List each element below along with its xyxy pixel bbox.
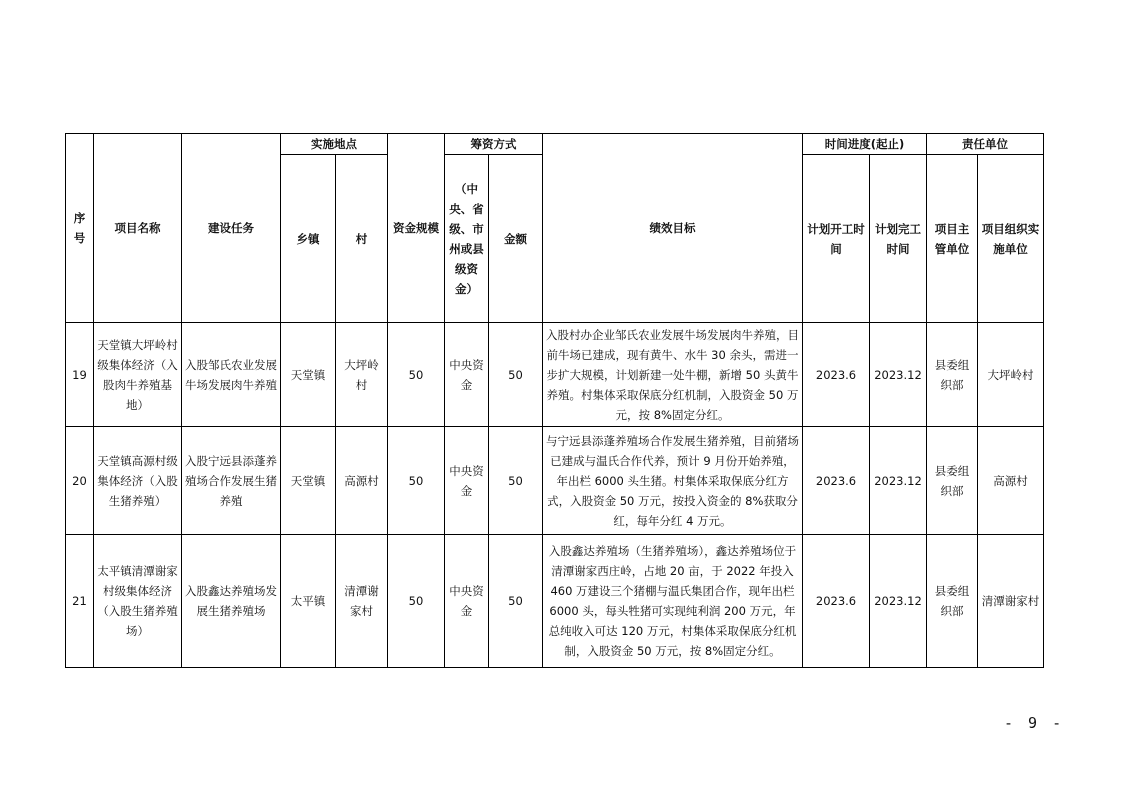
cell-implementer: 大坪岭村 <box>978 323 1044 427</box>
cell-task: 入股邹氏农业发展牛场发展肉牛养殖 <box>182 323 281 427</box>
cell-implementer: 高源村 <box>978 427 1044 535</box>
cell-scale: 50 <box>388 535 445 668</box>
cell-project-name: 天堂镇高源村级集体经济（入股生猪养殖） <box>94 427 182 535</box>
cell-source: 中央资金 <box>445 427 489 535</box>
cell-goal: 入股村办企业邹氏农业发展牛场发展肉牛养殖，目前牛场已建成，现有黄牛、水牛 30 余头，需进一步扩大规模，计划新建一处牛棚，新增 50 头黄牛养殖。村集体采取保底分红机制，入股资金 50 万元，按 8%固定分红。 <box>543 323 803 427</box>
cell-goal: 与宁远县添蓬养殖场合作发展生猪养殖，目前猪场已建成与温氏合作代养，预计 9 月份开始养殖，年出栏 6000 头生猪。村集体采取保底分红方式，入股资金 50 万元，按投入资金的 8%获取分红，每年分红 4 万元。 <box>543 427 803 535</box>
header-schedule: 时间进度(起止) <box>803 134 927 155</box>
cell-village: 高源村 <box>336 427 388 535</box>
cell-end: 2023.12 <box>870 535 927 668</box>
cell-task: 入股宁远县添蓬养殖场合作发展生猪养殖 <box>182 427 281 535</box>
cell-township: 太平镇 <box>281 535 336 668</box>
header-responsibility: 责任单位 <box>927 134 1044 155</box>
cell-source: 中央资金 <box>445 535 489 668</box>
page-number: - 9 - <box>1004 714 1065 732</box>
cell-village: 大坪岭村 <box>336 323 388 427</box>
table-row <box>66 427 1044 535</box>
header-financing: 筹资方式 <box>445 134 543 155</box>
cell-township: 天堂镇 <box>281 427 336 535</box>
cell-amount: 50 <box>489 427 543 535</box>
cell-seq: 19 <box>66 323 94 427</box>
cell-end: 2023.12 <box>870 323 927 427</box>
header-township: 乡镇 <box>281 155 336 323</box>
cell-supervisor: 县委组织部 <box>927 323 978 427</box>
header-end-time: 计划完工时间 <box>870 155 927 323</box>
cell-start: 2023.6 <box>803 535 870 668</box>
cell-start: 2023.6 <box>803 427 870 535</box>
cell-seq: 20 <box>66 427 94 535</box>
table-row <box>66 535 1044 668</box>
project-table <box>65 133 1044 668</box>
cell-seq: 21 <box>66 535 94 668</box>
cell-amount: 50 <box>489 323 543 427</box>
header-goal: 绩效目标 <box>543 134 803 323</box>
table-row <box>66 323 1044 427</box>
header-construction-task: 建设任务 <box>182 134 281 323</box>
cell-scale: 50 <box>388 427 445 535</box>
cell-task: 入股鑫达养殖场发展生猪养殖场 <box>182 535 281 668</box>
cell-supervisor: 县委组织部 <box>927 535 978 668</box>
header-project-name: 项目名称 <box>94 134 182 323</box>
cell-project-name: 太平镇清潭谢家村级集体经济（入股生猪养殖场） <box>94 535 182 668</box>
header-amount: 金额 <box>489 155 543 323</box>
header-seq: 序号 <box>66 134 94 323</box>
header-fund-scale: 资金规模 <box>388 134 445 323</box>
header-supervisor: 项目主管单位 <box>927 155 978 323</box>
cell-end: 2023.12 <box>870 427 927 535</box>
header-village: 村 <box>336 155 388 323</box>
cell-scale: 50 <box>388 323 445 427</box>
cell-village: 清潭谢家村 <box>336 535 388 668</box>
cell-supervisor: 县委组织部 <box>927 427 978 535</box>
header-implementer: 项目组织实施单位 <box>978 155 1044 323</box>
cell-source: 中央资金 <box>445 323 489 427</box>
cell-project-name: 天堂镇大坪岭村级集体经济（入股肉牛养殖基地） <box>94 323 182 427</box>
header-location: 实施地点 <box>281 134 388 155</box>
cell-implementer: 清潭谢家村 <box>978 535 1044 668</box>
header-financing-source: （中央、省级、市州或县级资金） <box>445 155 489 323</box>
cell-township: 天堂镇 <box>281 323 336 427</box>
cell-start: 2023.6 <box>803 323 870 427</box>
cell-goal: 入股鑫达养殖场（生猪养殖场），鑫达养殖场位于清潭谢家西庄岭，占地 20 亩，于 2022 年投入 460 万建设三个猪棚与温氏集团合作，现年出栏 6000 头，每头牲猪可实现纯利润 200 万元，年总纯收入可达 120 万元，村集体采取保底分红机制，入股资金 50 万元，按 8%固定分红。 <box>543 535 803 668</box>
header-start-time: 计划开工时间 <box>803 155 870 323</box>
cell-amount: 50 <box>489 535 543 668</box>
